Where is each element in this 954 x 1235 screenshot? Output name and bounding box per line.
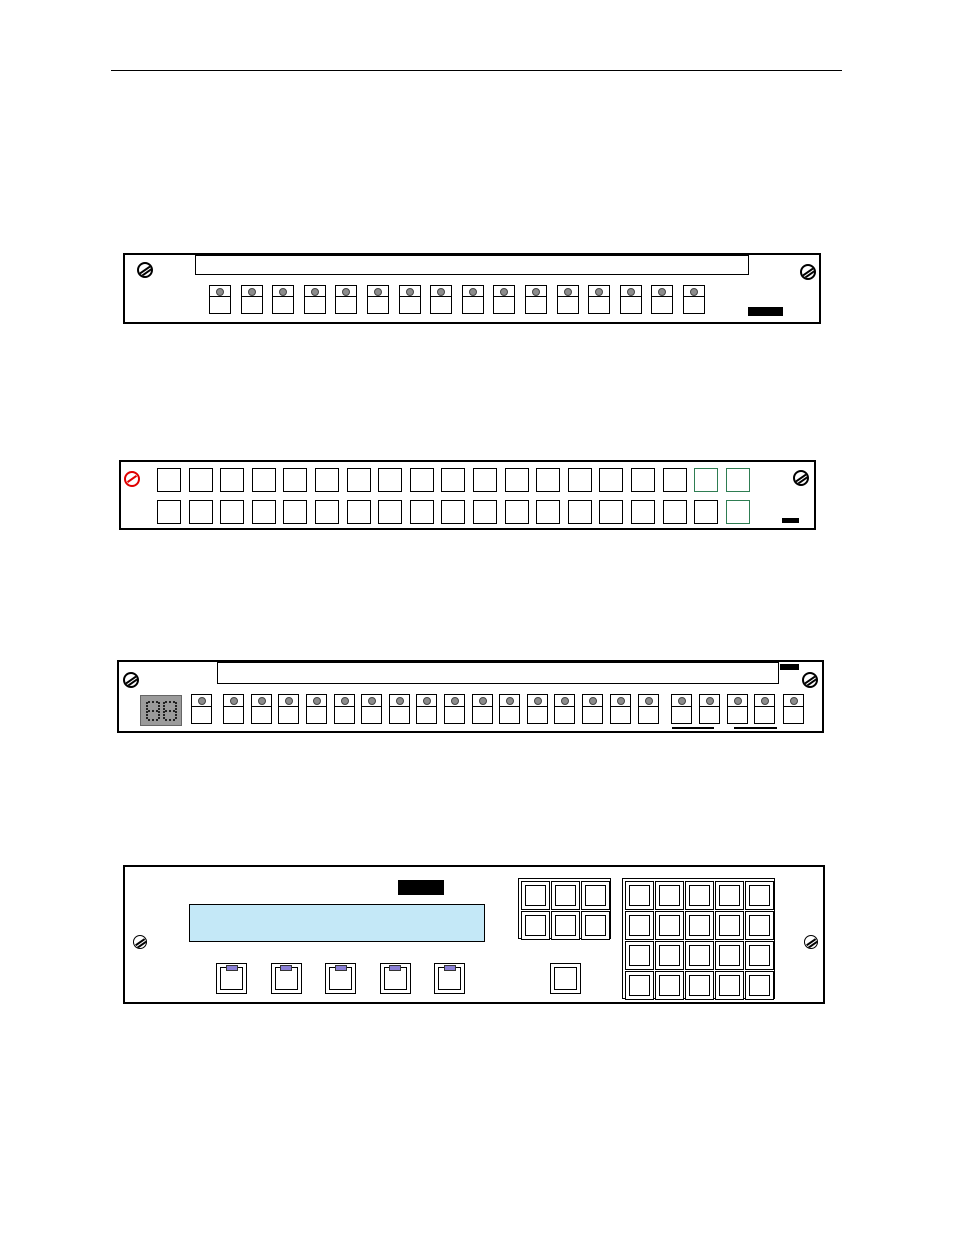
led-key-3[interactable] <box>272 285 294 314</box>
keypad-large-key-r1c4[interactable] <box>715 881 744 910</box>
led-key-9[interactable] <box>416 694 437 724</box>
led-indicator-icon <box>658 288 666 296</box>
key-divider <box>528 706 547 707</box>
button-row2-col17[interactable] <box>663 500 687 524</box>
button-row2-col12[interactable] <box>505 500 529 524</box>
keypad-large-key-r4c3[interactable] <box>685 971 714 1000</box>
digit-2 <box>163 701 177 721</box>
led-indicator-icon <box>451 697 459 705</box>
led-indicator-icon <box>341 697 349 705</box>
screw-left-icon <box>133 935 147 949</box>
keypad-small <box>518 878 611 939</box>
keypad-large-key-r4c5[interactable] <box>745 971 774 1000</box>
indicator-block <box>398 880 444 895</box>
led-indicator-icon <box>313 697 321 705</box>
led-key-13[interactable] <box>588 285 610 314</box>
key-face <box>555 885 576 906</box>
label-strip <box>195 255 749 275</box>
led-key-10[interactable] <box>493 285 515 314</box>
led-key-14[interactable] <box>620 285 642 314</box>
led-key-8[interactable] <box>430 285 452 314</box>
key-face <box>719 945 740 966</box>
key-divider <box>307 706 326 707</box>
key-face <box>719 885 740 906</box>
led-key-6[interactable] <box>334 694 355 724</box>
led-key-12[interactable] <box>557 285 579 314</box>
button-row2-col11[interactable] <box>473 500 497 524</box>
led-indicator-icon <box>368 697 376 705</box>
button-row1-col11[interactable] <box>473 468 497 492</box>
button-row2-col10[interactable] <box>441 500 465 524</box>
led-key-3[interactable] <box>251 694 272 724</box>
key-led-icon <box>280 965 292 971</box>
button-row2-col16[interactable] <box>631 500 655 524</box>
key-divider <box>684 296 704 297</box>
led-indicator-icon <box>532 288 540 296</box>
key-led-icon <box>444 965 456 971</box>
single-key[interactable] <box>550 963 581 994</box>
led-indicator-icon <box>230 697 238 705</box>
button-row1-col15[interactable] <box>599 468 623 492</box>
led-indicator-icon <box>734 697 742 705</box>
led-indicator-icon <box>534 697 542 705</box>
led-indicator-icon <box>285 697 293 705</box>
keypad-large-key-r3c1[interactable] <box>625 941 654 970</box>
keypad-large-key-r3c3[interactable] <box>685 941 714 970</box>
seven-segment-display <box>140 695 182 726</box>
key-divider <box>252 706 271 707</box>
led-indicator-icon <box>500 288 508 296</box>
button-row2-col4[interactable] <box>252 500 276 524</box>
soft-key-3[interactable] <box>325 963 356 994</box>
led-key-20[interactable] <box>727 694 748 724</box>
led-indicator-icon <box>342 288 350 296</box>
segment <box>165 719 175 721</box>
key-divider <box>463 296 483 297</box>
key-divider <box>555 706 574 707</box>
button-row2-col8[interactable] <box>378 500 402 524</box>
key-divider <box>335 706 354 707</box>
key-face <box>719 975 740 996</box>
button-row1-col3[interactable] <box>220 468 244 492</box>
keypad-large-key-r1c5[interactable] <box>745 881 774 910</box>
segment <box>148 710 158 712</box>
key-divider <box>273 296 293 297</box>
key-face <box>689 945 710 966</box>
key-face <box>749 975 770 996</box>
led-indicator-icon <box>216 288 224 296</box>
key-divider <box>621 296 641 297</box>
button-row1-col10[interactable] <box>441 468 465 492</box>
led-key-7[interactable] <box>399 285 421 314</box>
segment <box>148 719 158 721</box>
panel-16-key-led <box>123 253 821 324</box>
key-face <box>525 915 546 936</box>
soft-key-1[interactable] <box>216 963 247 994</box>
screw-right-icon <box>804 935 818 949</box>
segment <box>158 702 160 710</box>
key-face <box>749 945 770 966</box>
key-face <box>585 915 606 936</box>
keypad-large-key-r2c4[interactable] <box>715 911 744 940</box>
button-row2-col2[interactable] <box>189 500 213 524</box>
key-divider <box>390 706 409 707</box>
keypad-large-key-r3c2[interactable] <box>655 941 684 970</box>
led-key-7[interactable] <box>361 694 382 724</box>
soft-key-2[interactable] <box>271 963 302 994</box>
led-key-4[interactable] <box>278 694 299 724</box>
led-key-18[interactable] <box>671 694 692 724</box>
key-divider <box>400 296 420 297</box>
keypad-large-key-r4c1[interactable] <box>625 971 654 1000</box>
segment <box>163 711 165 719</box>
key-divider <box>589 296 609 297</box>
led-key-22[interactable] <box>783 694 804 724</box>
led-indicator-icon <box>374 288 382 296</box>
button-row1-col17[interactable] <box>663 468 687 492</box>
button-row1-col18[interactable] <box>694 468 718 492</box>
key-face <box>629 915 650 936</box>
key-divider <box>210 296 230 297</box>
key-led-icon <box>335 965 347 971</box>
led-indicator-icon <box>627 288 635 296</box>
key-divider <box>305 296 325 297</box>
button-row1-col4[interactable] <box>252 468 276 492</box>
key-face <box>629 975 650 996</box>
button-row1-col14[interactable] <box>568 468 592 492</box>
keypad-small-key-r1c3[interactable] <box>581 881 610 910</box>
button-row2-col19[interactable] <box>726 500 750 524</box>
key-divider <box>362 706 381 707</box>
key-divider <box>700 706 719 707</box>
keypad-large <box>622 878 775 999</box>
key-face <box>629 945 650 966</box>
panel-lcd-control <box>123 865 825 1004</box>
keypad-large-key-r4c4[interactable] <box>715 971 744 1000</box>
button-row1-col6[interactable] <box>315 468 339 492</box>
button-row1-col5[interactable] <box>283 468 307 492</box>
led-key-15[interactable] <box>582 694 603 724</box>
led-key-9[interactable] <box>462 285 484 314</box>
led-indicator-icon <box>589 697 597 705</box>
led-key-1[interactable] <box>191 694 212 724</box>
button-row1-col12[interactable] <box>505 468 529 492</box>
led-key-15[interactable] <box>651 285 673 314</box>
button-row2-col13[interactable] <box>536 500 560 524</box>
key-group-underline-1 <box>672 727 714 729</box>
led-indicator-icon <box>479 697 487 705</box>
key-face <box>585 885 606 906</box>
segment <box>146 711 148 719</box>
key-divider <box>494 296 514 297</box>
key-divider <box>336 296 356 297</box>
led-key-5[interactable] <box>335 285 357 314</box>
button-row2-col1[interactable] <box>157 500 181 524</box>
keypad-large-key-r4c2[interactable] <box>655 971 684 1000</box>
keypad-large-key-r2c1[interactable] <box>625 911 654 940</box>
key-divider <box>192 706 211 707</box>
key-led-icon <box>389 965 401 971</box>
led-indicator-icon <box>279 288 287 296</box>
key-divider <box>242 296 262 297</box>
led-indicator-icon <box>311 288 319 296</box>
indicator-block <box>748 307 783 316</box>
key-divider <box>473 706 492 707</box>
key-divider <box>224 706 243 707</box>
button-row2-col14[interactable] <box>568 500 592 524</box>
keypad-large-key-r1c1[interactable] <box>625 881 654 910</box>
segment <box>148 701 158 703</box>
led-key-2[interactable] <box>241 285 263 314</box>
key-divider <box>583 706 602 707</box>
header-rule <box>111 70 842 71</box>
led-indicator-icon <box>258 697 266 705</box>
screw-left-icon <box>123 672 139 688</box>
keypad-large-key-r2c2[interactable] <box>655 911 684 940</box>
led-key-16[interactable] <box>683 285 705 314</box>
key-group-underline-2 <box>734 727 777 729</box>
key-divider <box>611 706 630 707</box>
keypad-large-key-r3c5[interactable] <box>745 941 774 970</box>
key-face <box>555 915 576 936</box>
led-indicator-icon <box>469 288 477 296</box>
key-divider <box>558 296 578 297</box>
led-indicator-icon <box>437 288 445 296</box>
panel-2x19-buttons <box>119 460 816 530</box>
button-row1-col9[interactable] <box>410 468 434 492</box>
key-divider <box>652 296 672 297</box>
soft-key-4[interactable] <box>380 963 411 994</box>
led-indicator-icon <box>198 697 206 705</box>
key-divider <box>368 296 388 297</box>
segment <box>158 711 160 719</box>
led-key-2[interactable] <box>223 694 244 724</box>
key-face <box>629 885 650 906</box>
led-indicator-icon <box>678 697 686 705</box>
led-indicator-icon <box>406 288 414 296</box>
label-strip <box>217 662 779 684</box>
keypad-large-key-r2c3[interactable] <box>685 911 714 940</box>
led-key-1[interactable] <box>209 285 231 314</box>
segment <box>165 701 175 703</box>
key-face <box>749 915 770 936</box>
panel-seg-display-22-keys <box>117 660 824 733</box>
led-indicator-icon <box>561 697 569 705</box>
keypad-large-key-r1c3[interactable] <box>685 881 714 910</box>
key-face <box>659 975 680 996</box>
led-indicator-icon <box>761 697 769 705</box>
led-key-12[interactable] <box>499 694 520 724</box>
button-row2-col18[interactable] <box>694 500 718 524</box>
screw-left-icon <box>137 262 153 278</box>
led-indicator-icon <box>645 697 653 705</box>
key-divider <box>431 296 451 297</box>
key-divider <box>672 706 691 707</box>
key-face <box>659 915 680 936</box>
button-row1-col1[interactable] <box>157 468 181 492</box>
led-indicator-icon <box>706 697 714 705</box>
button-row2-col7[interactable] <box>347 500 371 524</box>
button-row1-col8[interactable] <box>378 468 402 492</box>
key-face <box>719 915 740 936</box>
screw-right-icon <box>802 672 818 688</box>
key-face <box>689 885 710 906</box>
key-divider <box>500 706 519 707</box>
button-row1-col13[interactable] <box>536 468 560 492</box>
led-indicator-icon <box>423 697 431 705</box>
segment <box>146 702 148 710</box>
led-key-11[interactable] <box>472 694 493 724</box>
key-led-icon <box>226 965 238 971</box>
key-divider <box>728 706 747 707</box>
key-divider <box>445 706 464 707</box>
segment <box>175 702 177 710</box>
key-face <box>659 945 680 966</box>
key-face <box>689 975 710 996</box>
led-indicator-icon <box>690 288 698 296</box>
keypad-large-key-r3c4[interactable] <box>715 941 744 970</box>
led-key-5[interactable] <box>306 694 327 724</box>
led-indicator-icon <box>248 288 256 296</box>
button-row2-col9[interactable] <box>410 500 434 524</box>
button-row1-col2[interactable] <box>189 468 213 492</box>
button-row1-col7[interactable] <box>347 468 371 492</box>
screw-right-icon <box>793 470 809 486</box>
segment <box>175 711 177 719</box>
key-face <box>525 885 546 906</box>
keypad-small-key-r1c2[interactable] <box>551 881 580 910</box>
screw-right-icon <box>800 264 816 280</box>
led-key-4[interactable] <box>304 285 326 314</box>
led-indicator-icon <box>564 288 572 296</box>
led-indicator-icon <box>506 697 514 705</box>
led-indicator-icon <box>790 697 798 705</box>
keypad-large-key-r1c2[interactable] <box>655 881 684 910</box>
led-key-11[interactable] <box>525 285 547 314</box>
keypad-small-key-r1c1[interactable] <box>521 881 550 910</box>
key-divider <box>639 706 658 707</box>
key-divider <box>526 296 546 297</box>
key-face <box>689 915 710 936</box>
key-divider <box>755 706 774 707</box>
key-divider <box>417 706 436 707</box>
led-key-10[interactable] <box>444 694 465 724</box>
soft-key-5[interactable] <box>434 963 465 994</box>
indicator-block <box>782 518 799 523</box>
button-row2-col15[interactable] <box>599 500 623 524</box>
button-row1-col16[interactable] <box>631 468 655 492</box>
led-key-14[interactable] <box>554 694 575 724</box>
led-indicator-icon <box>595 288 603 296</box>
led-key-17[interactable] <box>638 694 659 724</box>
led-key-6[interactable] <box>367 285 389 314</box>
key-face <box>659 885 680 906</box>
led-indicator-icon <box>396 697 404 705</box>
led-key-16[interactable] <box>610 694 631 724</box>
led-key-8[interactable] <box>389 694 410 724</box>
button-row1-col19[interactable] <box>726 468 750 492</box>
led-key-19[interactable] <box>699 694 720 724</box>
keypad-small-key-r2c2[interactable] <box>551 911 580 940</box>
keypad-large-key-r2c5[interactable] <box>745 911 774 940</box>
keypad-small-key-r2c3[interactable] <box>581 911 610 940</box>
button-row2-col6[interactable] <box>315 500 339 524</box>
key-face <box>749 885 770 906</box>
button-row2-col3[interactable] <box>220 500 244 524</box>
button-row2-col5[interactable] <box>283 500 307 524</box>
lcd-display <box>189 904 485 942</box>
keypad-small-key-r2c1[interactable] <box>521 911 550 940</box>
led-key-21[interactable] <box>754 694 775 724</box>
digit-1 <box>146 701 160 721</box>
screw-left-red-icon <box>124 471 140 487</box>
key-divider <box>279 706 298 707</box>
led-key-13[interactable] <box>527 694 548 724</box>
key-divider <box>784 706 803 707</box>
segment <box>163 702 165 710</box>
indicator-block <box>780 664 799 670</box>
segment <box>165 710 175 712</box>
led-indicator-icon <box>617 697 625 705</box>
